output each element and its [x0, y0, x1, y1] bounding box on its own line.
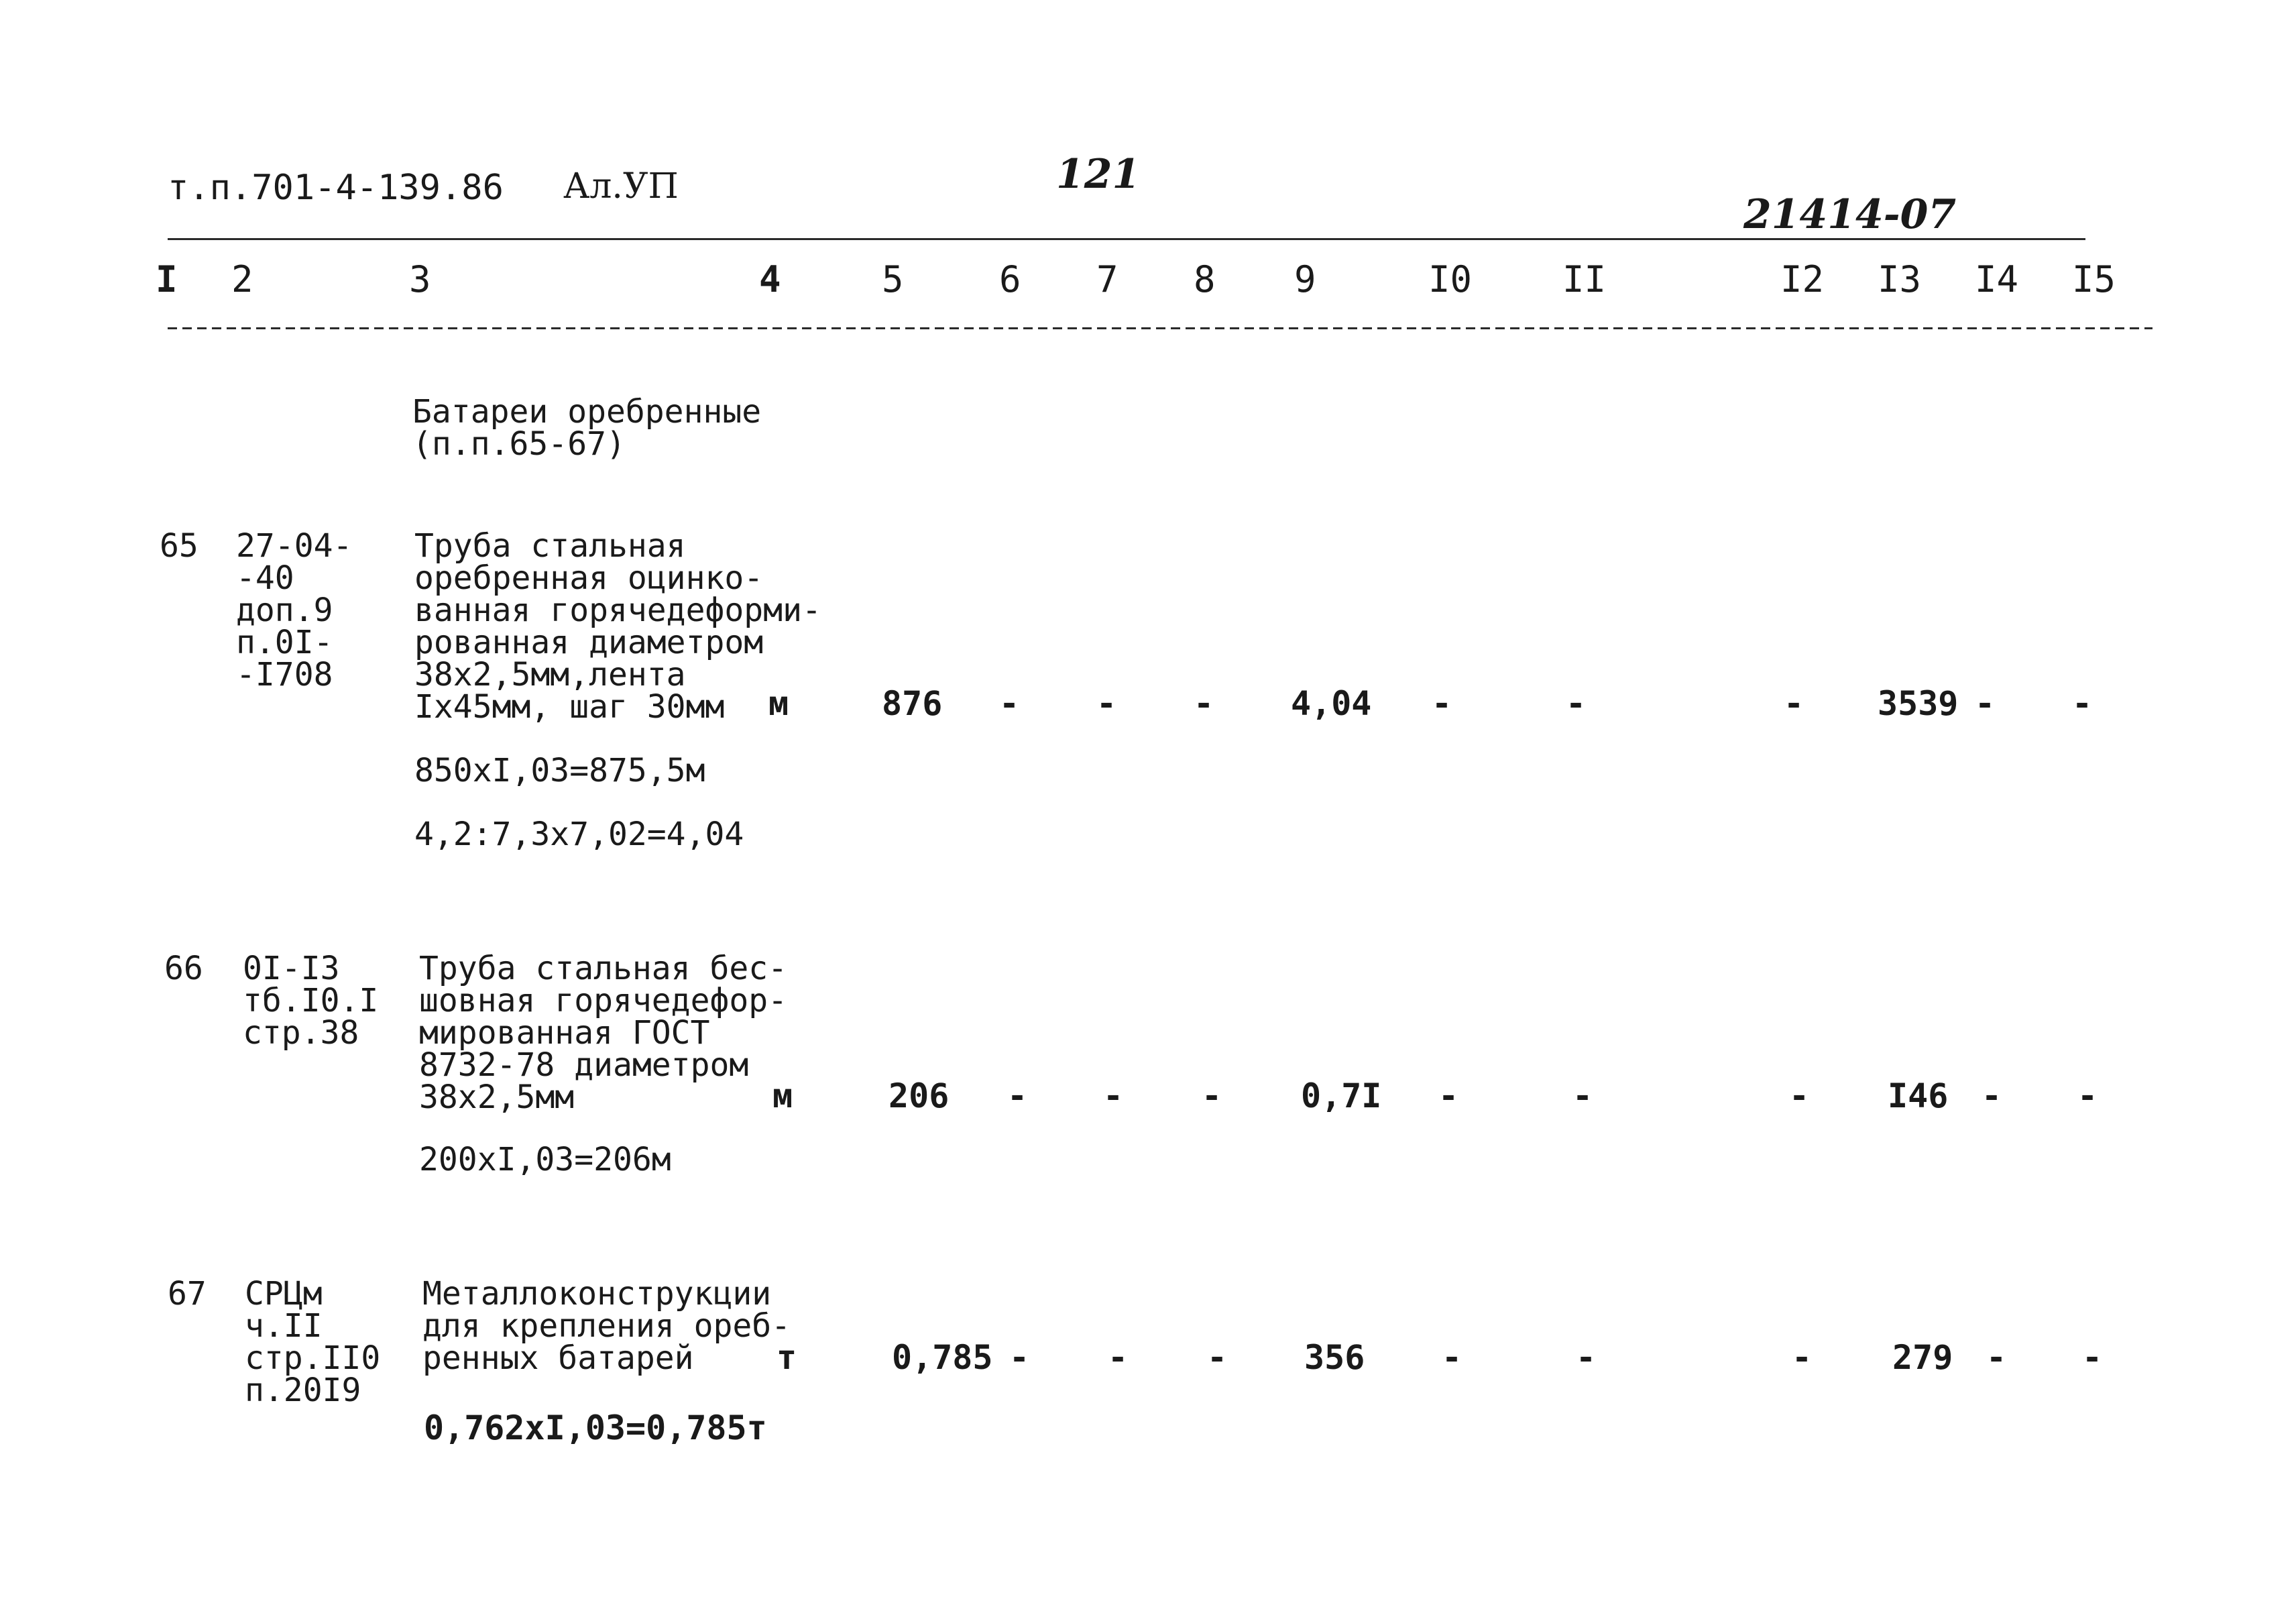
- row-col5-value: 0,785: [892, 1338, 993, 1377]
- column-number-4: 4: [759, 258, 781, 300]
- section-title: Батареи оребренные (п.п.65-67): [412, 393, 762, 463]
- row-col7-value: -: [1108, 1338, 1129, 1377]
- row-col13-value: I46: [1888, 1076, 1949, 1115]
- row-col5-value: 876: [882, 684, 943, 723]
- header-bottom-rule: [168, 327, 2152, 329]
- row-code: СРЦм ч.II стр.II0 п.20I9: [245, 1275, 381, 1409]
- row-col15-value: -: [2077, 1076, 2098, 1115]
- row-col11-value: -: [1566, 684, 1587, 723]
- document-code: т.п.701-4-139.86: [168, 168, 504, 208]
- row-col7-value: -: [1103, 1076, 1124, 1115]
- row-col14-value: -: [1982, 1076, 2002, 1115]
- row-col8-value: -: [1207, 1338, 1228, 1377]
- row-description: Труба стальная бес- шовная горячедефор- мированная ГОСТ 8732-78 диаметром 38х2,5мм: [419, 950, 788, 1116]
- column-number-1: I: [156, 258, 178, 300]
- row-col7-value: -: [1096, 684, 1117, 723]
- row-col11-value: -: [1572, 1076, 1593, 1115]
- row-col8-value: -: [1194, 684, 1214, 723]
- row-col10-value: -: [1438, 1076, 1459, 1115]
- row-col14-value: -: [1975, 684, 1996, 723]
- row-col13-value: 279: [1892, 1338, 1953, 1377]
- row-col9-value: 356: [1304, 1338, 1365, 1377]
- row-code: 27-04- -40 доп.9 п.0I- -I708: [236, 527, 353, 693]
- row-col9-value: 0,7I: [1301, 1076, 1382, 1115]
- column-number-3: 3: [409, 258, 431, 300]
- row-col15-value: -: [2082, 1338, 2103, 1377]
- row-description: Металлоконструкции для крепления ореб- ренных батарей: [422, 1275, 791, 1377]
- column-number-12: I2: [1780, 258, 1825, 300]
- row-unit: т: [777, 1338, 797, 1377]
- column-number-2: 2: [231, 258, 253, 300]
- row-col6-value: -: [1009, 1338, 1030, 1377]
- row-code: 0I-I3 тб.I0.I стр.38: [243, 950, 379, 1052]
- row-unit: м: [768, 684, 789, 723]
- row-calculation: 850хI,03=875,5м: [414, 752, 705, 789]
- inventory-number: 21414-07: [1743, 191, 1957, 238]
- row-col10-value: -: [1442, 1338, 1462, 1377]
- column-number-15: I5: [2072, 258, 2116, 300]
- row-col6-value: -: [1007, 1076, 1028, 1115]
- page-number: 121: [1056, 151, 1141, 198]
- row-col5-value: 206: [888, 1076, 950, 1115]
- row-col14-value: -: [1986, 1338, 2007, 1377]
- row-calculation: 4,2:7,3х7,02=4,04: [414, 816, 744, 853]
- row-unit: м: [772, 1076, 793, 1115]
- column-number-10: I0: [1428, 258, 1473, 300]
- row-col15-value: -: [2072, 684, 2093, 723]
- column-number-9: 9: [1294, 258, 1316, 300]
- column-number-13: I3: [1878, 258, 1922, 300]
- row-col12-value: -: [1792, 1338, 1813, 1377]
- row-col9-value: 4,04: [1291, 684, 1372, 723]
- column-number-5: 5: [882, 258, 904, 300]
- row-col12-value: -: [1784, 684, 1804, 723]
- row-calculation: 0,762хI,03=0,785т: [424, 1408, 767, 1447]
- row-description: Труба стальная оребренная оцинко- ванная горячедеформи- рованная диаметром 38х2,5мм,лента Iх45мм, шаг 30мм: [414, 527, 821, 726]
- album-label: Ал.УП: [563, 166, 679, 207]
- row-calculation: 200хI,03=206м: [419, 1141, 671, 1178]
- column-number-11: II: [1562, 258, 1607, 300]
- column-number-7: 7: [1096, 258, 1118, 300]
- row-number: 65: [160, 527, 198, 565]
- row-col6-value: -: [999, 684, 1020, 723]
- row-number: 66: [164, 950, 203, 987]
- row-col13-value: 3539: [1878, 684, 1959, 723]
- column-number-6: 6: [999, 258, 1021, 300]
- row-col8-value: -: [1202, 1076, 1222, 1115]
- row-col11-value: -: [1576, 1338, 1597, 1377]
- row-col12-value: -: [1789, 1076, 1810, 1115]
- header-top-rule: [168, 238, 2085, 240]
- column-number-14: I4: [1975, 258, 2019, 300]
- row-col10-value: -: [1432, 684, 1452, 723]
- row-number: 67: [168, 1275, 207, 1313]
- column-number-8: 8: [1194, 258, 1216, 300]
